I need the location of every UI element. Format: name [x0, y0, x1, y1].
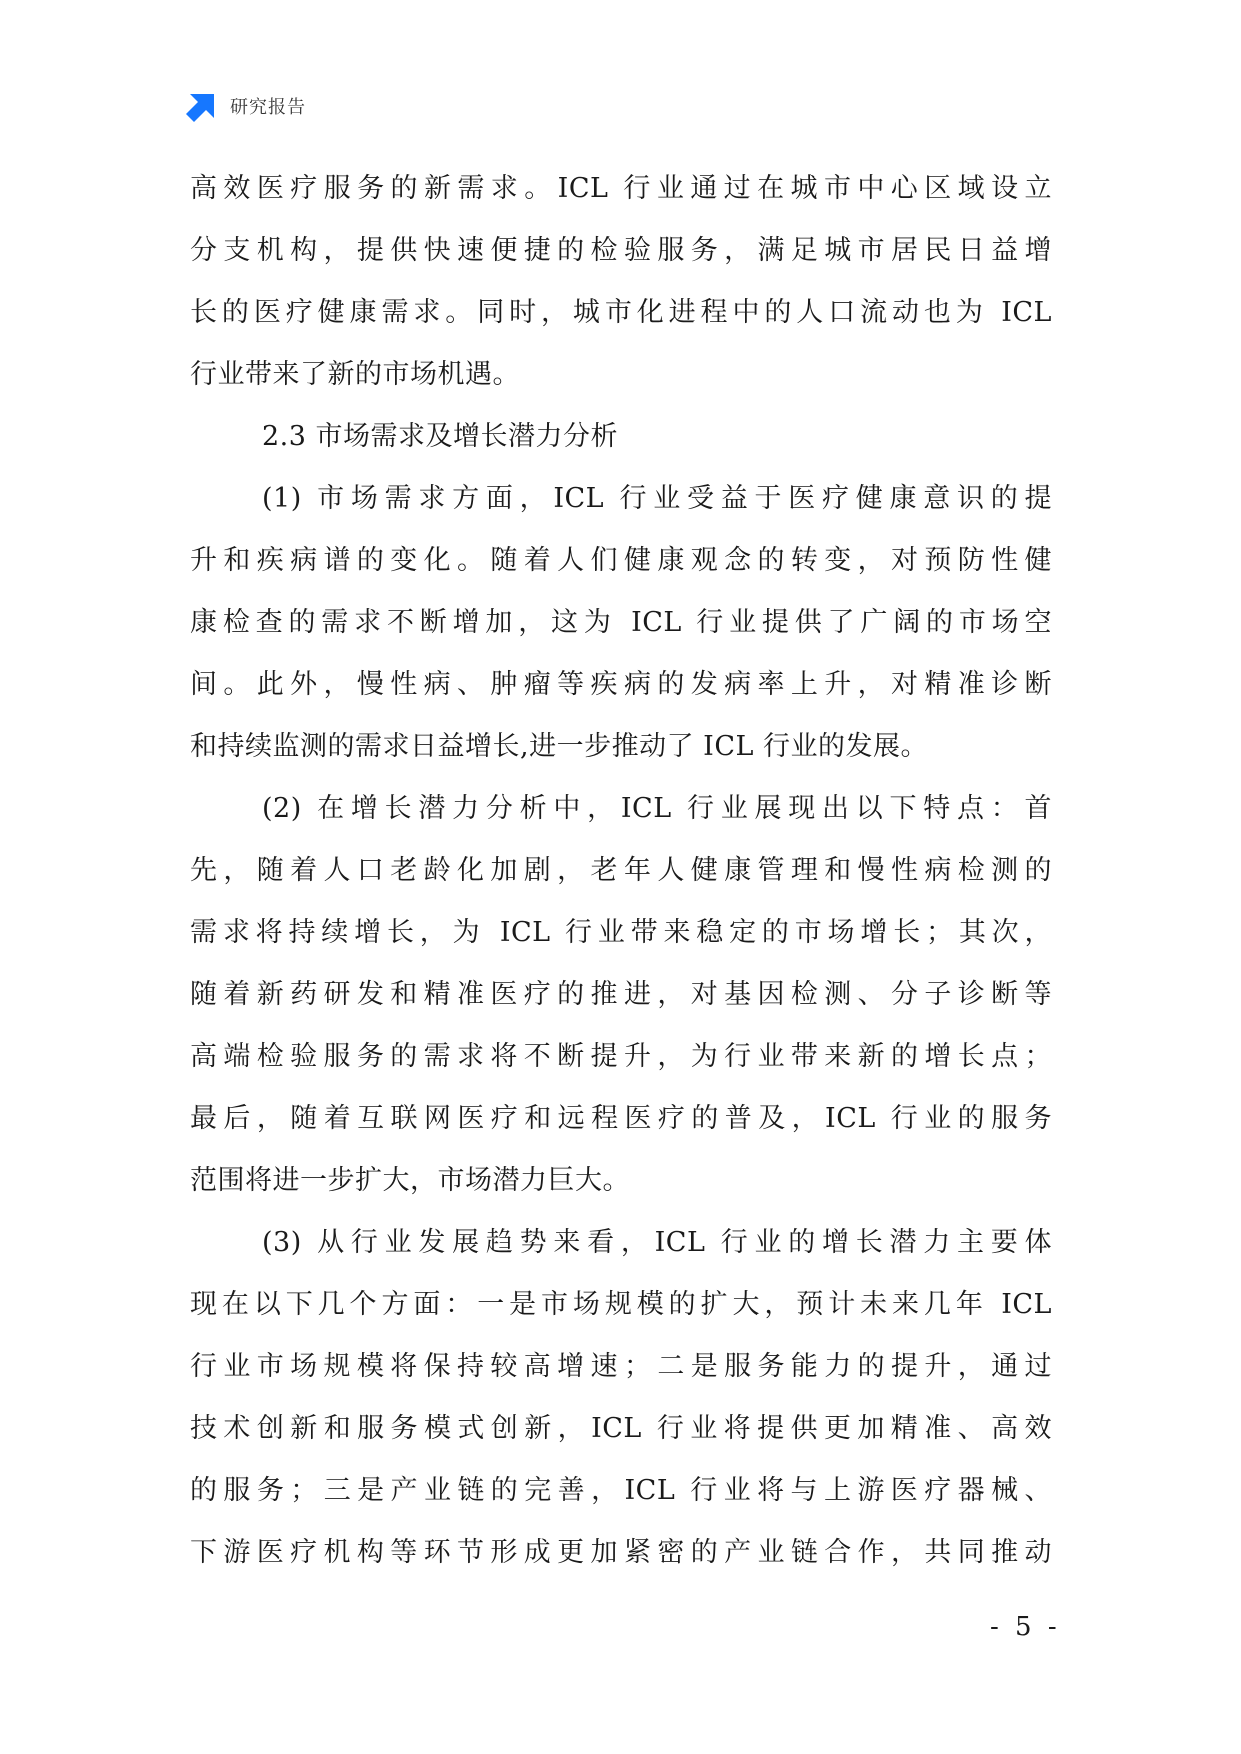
paragraph-line: 行业带来了新的市场机遇。: [190, 359, 520, 390]
paragraph-line: 范围将进一步扩大，市场潜力巨大。: [190, 1165, 630, 1196]
paragraph-line: (3) 从行业发展趋势来看，ICL 行业的增长潜力主要体: [262, 1227, 1052, 1258]
paragraph-line: 先，随着人口老龄化加剧，老年人健康管理和慢性病检测的: [190, 855, 1052, 886]
report-header: [186, 88, 306, 124]
paragraph-line: (2) 在增长潜力分析中，ICL 行业展现出以下特点：首: [262, 793, 1052, 824]
paragraph-line: (1) 市场需求方面，ICL 行业受益于医疗健康意识的提: [262, 483, 1052, 514]
paragraph-line: 间。此外，慢性病、肿瘤等疾病的发病率上升，对精准诊断: [190, 669, 1052, 700]
paragraph-line: 现在以下几个方面：一是市场规模的扩大，预计未来几年 ICL: [190, 1289, 1052, 1320]
page-number: - 5 -: [990, 1612, 1061, 1642]
paragraph-line: 技术创新和服务模式创新，ICL 行业将提供更加精准、高效: [190, 1413, 1052, 1444]
paragraph-line: 分支机构，提供快速便捷的检验服务，满足城市居民日益增: [190, 235, 1052, 266]
paragraph-line: 高端检验服务的需求将不断提升，为行业带来新的增长点；: [190, 1041, 1052, 1072]
document-body: [190, 158, 1052, 1584]
section-heading: 2.3 市场需求及增长潜力分析: [262, 421, 619, 452]
paragraph-line: 行业市场规模将保持较高增速；二是服务能力的提升，通过: [190, 1351, 1052, 1382]
paragraph-line: 需求将持续增长，为 ICL 行业带来稳定的市场增长；其次，: [190, 917, 1052, 948]
header-title: 研究报告: [230, 97, 306, 118]
paragraph-line: 和持续监测的需求日益增长,进一步推动了 ICL 行业的发展。: [190, 731, 929, 762]
arrow-up-right-icon: [186, 90, 218, 122]
paragraph-line: 随着新药研发和精准医疗的推进，对基因检测、分子诊断等: [190, 979, 1052, 1010]
paragraph-line: 升和疾病谱的变化。随着人们健康观念的转变，对预防性健: [190, 545, 1052, 576]
paragraph-line: 高效医疗服务的新需求。ICL 行业通过在城市中心区域设立: [190, 173, 1052, 204]
paragraph-line: 长的医疗健康需求。同时，城市化进程中的人口流动也为 ICL: [190, 297, 1052, 328]
paragraph-line: 的服务；三是产业链的完善，ICL 行业将与上游医疗器械、: [190, 1475, 1052, 1506]
paragraph-line: 最后，随着互联网医疗和远程医疗的普及，ICL 行业的服务: [190, 1103, 1052, 1134]
paragraph-line: 下游医疗机构等环节形成更加紧密的产业链合作，共同推动: [190, 1537, 1052, 1568]
paragraph-line: 康检查的需求不断增加，这为 ICL 行业提供了广阔的市场空: [190, 607, 1052, 638]
